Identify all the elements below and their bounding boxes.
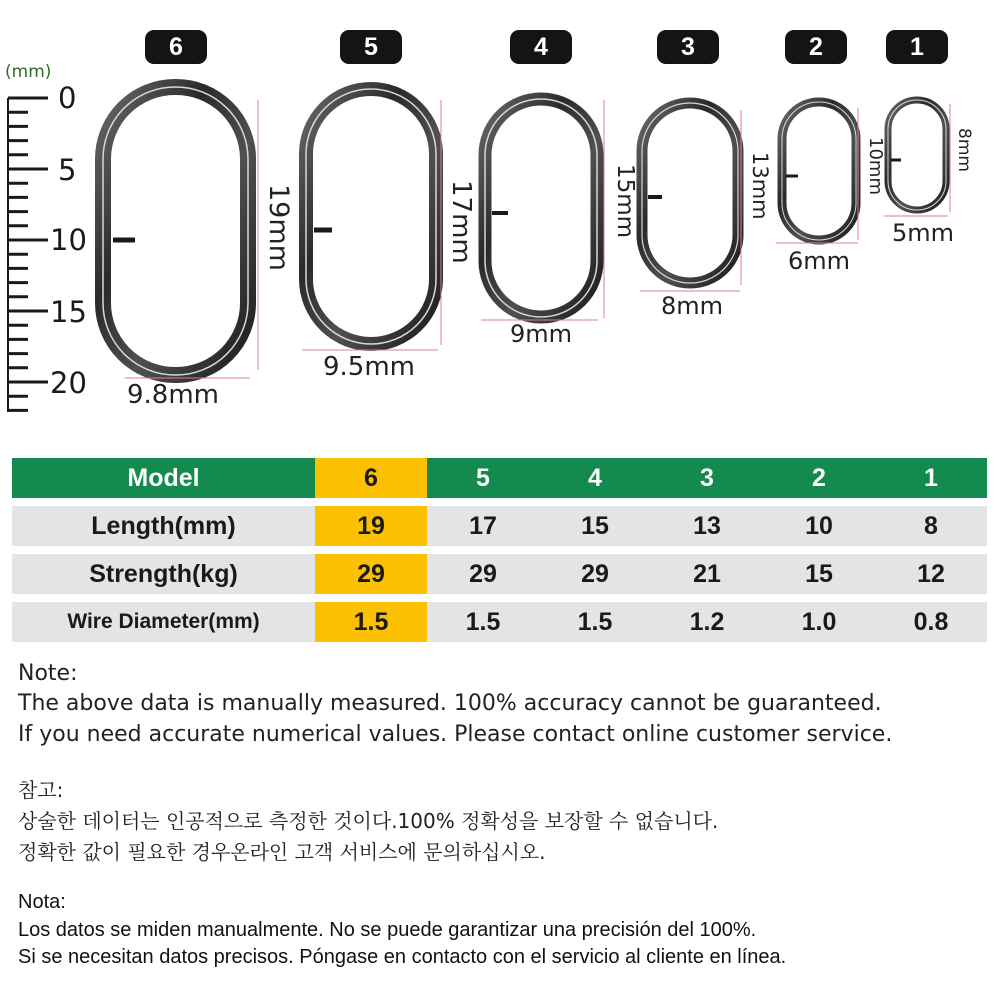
ring-3-width-label: 8mm xyxy=(661,292,724,320)
table-row-model xyxy=(12,458,987,498)
size-badge-4: 4 xyxy=(510,30,572,64)
row-header-model: Model xyxy=(127,463,200,492)
table-cell: 2 xyxy=(812,463,826,492)
size-badge-3: 3 xyxy=(657,30,719,64)
table-cell: 6 xyxy=(315,458,427,498)
table-cell: 10 xyxy=(805,511,833,540)
table-row-wire-diameter xyxy=(12,602,987,642)
table-row-strength xyxy=(12,554,987,594)
ring-5-height-label: 17mm xyxy=(446,180,476,264)
table-cell: 3 xyxy=(700,463,714,492)
size-badge-6: 6 xyxy=(145,30,207,64)
table-cell: 12 xyxy=(917,559,945,588)
ring-6-height-label: 19mm xyxy=(263,184,294,271)
size-badge-5: 5 xyxy=(340,30,402,64)
table-cell: 29 xyxy=(469,559,497,588)
ruler-label-20: 20 xyxy=(50,366,87,400)
table-cell: 13 xyxy=(693,511,721,540)
ring-4-width-label: 9mm xyxy=(510,320,573,348)
note-ko-line2: 정확한 값이 필요한 경우온라인 고객 서비스에 문의하십시오. xyxy=(18,840,546,864)
table-cell: 19 xyxy=(315,506,427,546)
split-ring-3 xyxy=(642,103,738,283)
size-badge-1: 1 xyxy=(886,30,948,64)
table-cell: 5 xyxy=(476,463,490,492)
note-es-line2: Si se necesitan datos precisos. Póngase en contacto con el servicio al cliente en línea. xyxy=(18,946,787,968)
ring-5-width-label: 9.5mm xyxy=(323,352,416,382)
ring-2-height-label: 10mm xyxy=(865,137,886,195)
row-header-length: Length(mm) xyxy=(91,511,236,540)
split-ring-6 xyxy=(103,87,248,375)
ring-1-width-label: 5mm xyxy=(892,219,955,247)
table-cell: 15 xyxy=(805,559,833,588)
split-ring-4 xyxy=(485,99,597,317)
size-badge-2: 2 xyxy=(785,30,847,64)
ring-4-height-label: 15mm xyxy=(612,164,638,239)
note-es-title: Nota: xyxy=(18,891,66,913)
table-cell: 1.0 xyxy=(801,607,837,636)
table-cell: 1.5 xyxy=(465,607,501,636)
split-ring-1 xyxy=(888,100,946,210)
table-cell: 15 xyxy=(581,511,609,540)
ruler-unit-label: (mm) xyxy=(5,62,52,82)
table-cell: 1.5 xyxy=(577,607,613,636)
note-en-line1: The above data is manually measured. 100% accuracy cannot be guaranteed. xyxy=(18,691,882,716)
note-ko-line1: 상술한 데이터는 인공적으로 측정한 것이다.100% 정확성을 보장할 수 없습니다. xyxy=(18,809,719,833)
table-cell: 29 xyxy=(315,554,427,594)
table-cell: 1 xyxy=(924,463,938,492)
ruler-label-0: 0 xyxy=(58,81,77,115)
table-cell: 17 xyxy=(469,511,497,540)
table-row-length xyxy=(12,506,987,546)
table-cell: 21 xyxy=(693,559,721,588)
split-ring-5 xyxy=(306,89,436,344)
ring-6-width-label: 9.8mm xyxy=(127,380,220,410)
ruler-label-15: 15 xyxy=(50,295,87,329)
split-ring-2 xyxy=(782,102,856,240)
ring-3-height-label: 13mm xyxy=(748,152,772,220)
table-cell: 0.8 xyxy=(913,607,949,636)
ring-1-height-label: 8mm xyxy=(954,128,974,172)
ruler-label-5: 5 xyxy=(58,153,77,187)
row-header-strength: Strength(kg) xyxy=(89,559,238,588)
note-es-line1: Los datos se miden manualmente. No se puede garantizar una precisión del 100%. xyxy=(18,919,757,941)
table-cell: 1.2 xyxy=(689,607,725,636)
split-rings-illustration xyxy=(0,0,1000,440)
note-en-line2: If you need accurate numerical values. Please contact online customer service. xyxy=(18,722,893,747)
note-ko-title: 참고: xyxy=(18,778,64,802)
table-cell: 1.5 xyxy=(315,602,427,642)
table-cell: 4 xyxy=(588,463,602,492)
note-en-title: Note: xyxy=(18,661,78,686)
row-header-wire-diameter: Wire Diameter(mm) xyxy=(67,610,260,633)
ring-2-width-label: 6mm xyxy=(788,247,851,275)
table-cell: 29 xyxy=(581,559,609,588)
table-cell: 8 xyxy=(924,511,938,540)
ruler-label-10: 10 xyxy=(50,223,87,257)
